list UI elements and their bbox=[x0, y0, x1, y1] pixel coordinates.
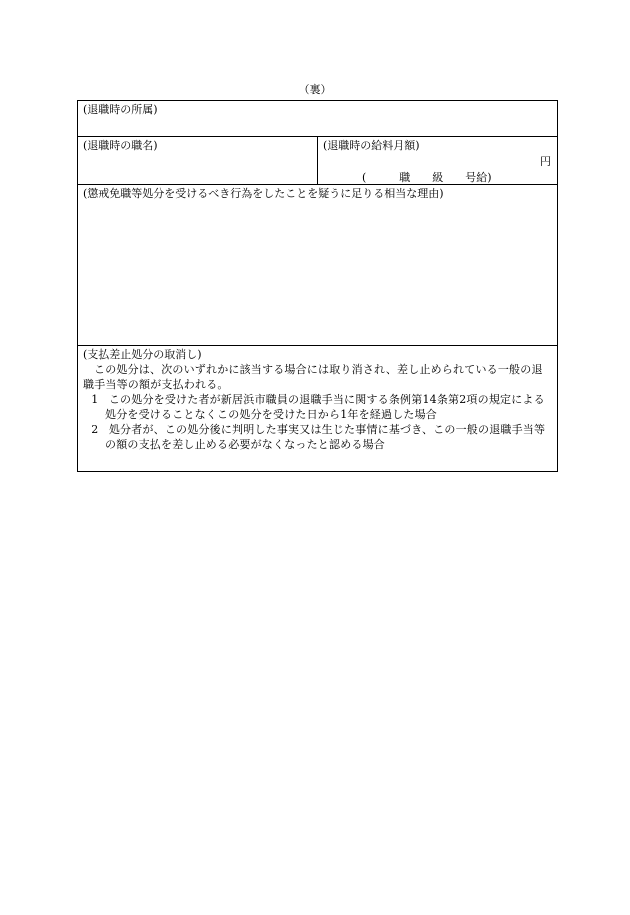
page-title: （裏） bbox=[298, 83, 332, 96]
cancellation-row bbox=[78, 346, 558, 472]
reason-label: (懲戒免職等処分を受けるべき行為をしたことを疑うに足りる相当な理由) bbox=[83, 187, 444, 200]
salary-cell[interactable] bbox=[318, 137, 558, 185]
cancellation-cell bbox=[78, 346, 558, 472]
reverse-side-form bbox=[77, 100, 558, 472]
cancellation-item bbox=[83, 392, 552, 422]
affiliation-row bbox=[78, 101, 558, 137]
salary-label: (退職時の給料月額) bbox=[323, 139, 420, 152]
item-number: 2 bbox=[91, 423, 99, 436]
yen-unit: 円 bbox=[540, 155, 551, 168]
item-number: 1 bbox=[91, 393, 99, 406]
reason-row bbox=[78, 185, 558, 346]
item-text: 処分者が、この処分後に判明した事実又は生じた事情に基づき、この一般の退職手当等の額の支払を差し止める必要がなくなったと認める場合 bbox=[105, 423, 546, 451]
cancellation-heading: (支払差止処分の取消し) bbox=[83, 348, 202, 361]
affiliation-cell[interactable] bbox=[78, 101, 558, 137]
job-title-label: (退職時の職名) bbox=[83, 139, 158, 152]
affiliation-label: (退職時の所属) bbox=[83, 103, 158, 116]
cancellation-intro: この処分は、次のいずれかに該当する場合には取り消され、差し止められている一般の退職手当等の額が支払われる。 bbox=[83, 363, 543, 391]
grade-line: ( 職 級 号給) bbox=[362, 171, 492, 184]
cancellation-item bbox=[83, 422, 552, 452]
job-title-cell[interactable] bbox=[78, 137, 318, 185]
job-salary-row bbox=[78, 137, 558, 185]
item-text: この処分を受けた者が新居浜市職員の退職手当に関する条例第14条第2項の規定による処分を受けることなくこの処分を受けた日から1年を経過した場合 bbox=[105, 393, 545, 421]
reason-cell[interactable] bbox=[78, 185, 558, 346]
